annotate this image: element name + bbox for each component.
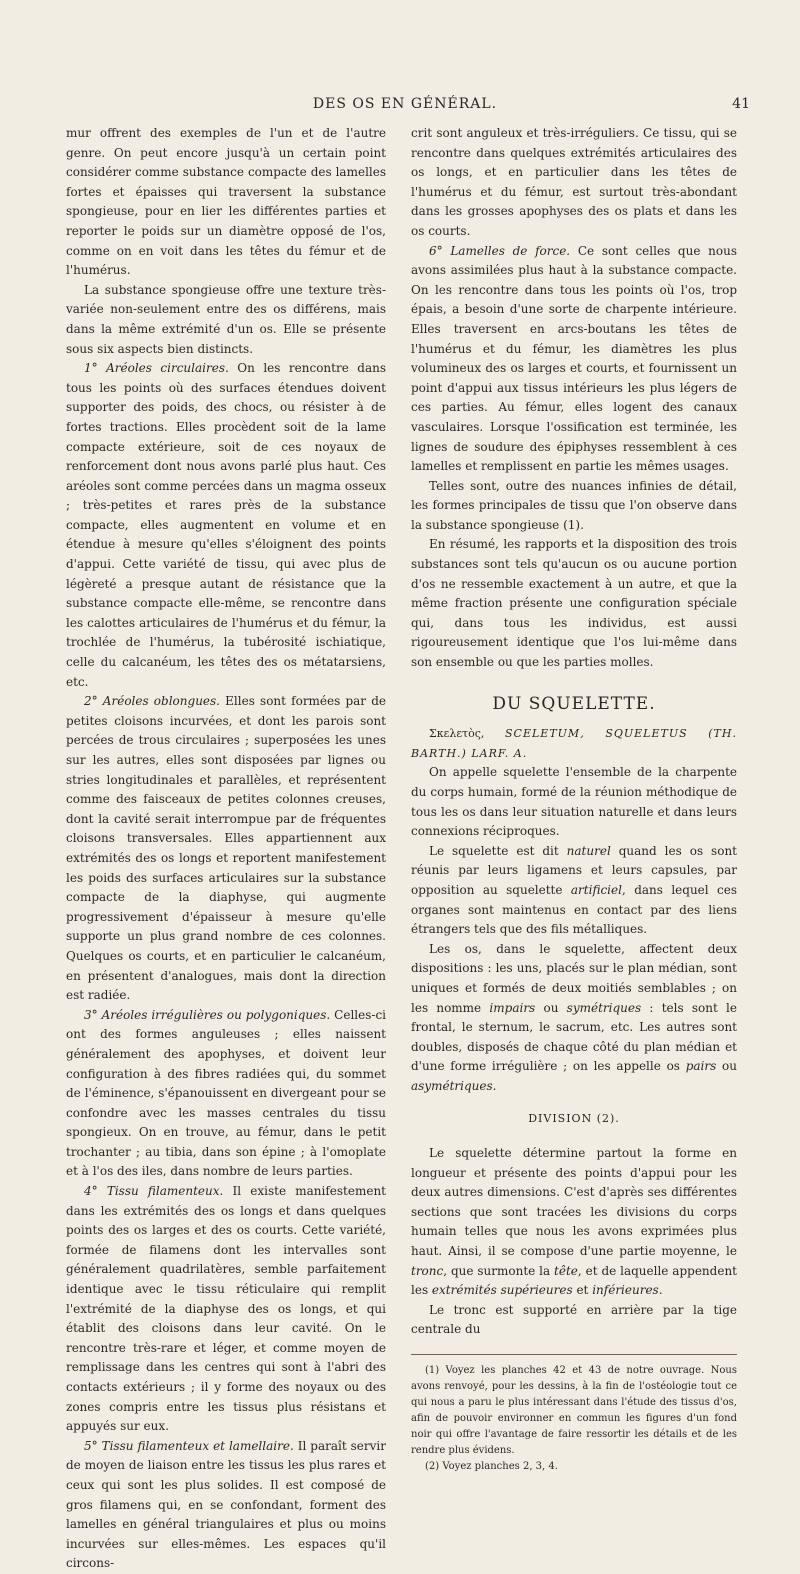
paragraph: La substance spongieuse offre une texture très-variée non-seulement entre des os différens, mais dans la même extrémité d'un os. Elle se présente sous six aspects bien distincts. [66,282,386,356]
text-run: , et de laquelle appendent les [411,1263,737,1298]
footnote-divider [411,1354,737,1355]
running-title: DES OS EN GÉNÉRAL. [312,96,498,112]
paragraph-text: Il existe manifestement dans les extrémités des os longs et dans quelques points des os larges et des os courts. Cette variété, formée de filamens dont les intervalles sont généralement quadrilatères, semble parfaitement identique avec le tissu réticulaire qui remplit l'extrémité de la diaphyse des os longs, et qui établit des cloisons dans leur cavité. On le rencontre très-rare et léger, et comme moyen de remplissage dans les centres qui sont à l'abri des contacts extérieurs ; il y forme des noyaux ou des zones compris entre les tissus plus résistans et appuyés sur eux. [66,1184,386,1434]
text-run: Le squelette détermine partout la forme en longueur et présente des points d'appui pour les deux autres dimensions. C'est d'après ses différentes sections que sont tracées les divisions du corps humain telles que nous les avons exprimées plus haut. Ainsi, il se compose d'une partie moyenne, le [411,1146,737,1259]
paragraph [411,1144,737,1301]
italic-term: tronc [411,1263,444,1278]
text-run: ou [716,1059,737,1074]
paragraph: Le tronc est supporté en arrière par la tige centrale du [411,1302,737,1337]
text-run: , que surmonte la [443,1263,555,1278]
text-run: et [572,1283,593,1298]
paragraph: Telles sont, outre des nuances infinies de détail, les formes principales de tissu que l'on observe dans la substance spongieuse (1). [411,478,737,532]
paragraph-lead: 5° Tissu filamenteux et lamellaire. [84,1438,294,1453]
paragraph [66,1437,386,1574]
text-run: : tels sont le frontal, le sternum, le sacrum, etc. Les autres sont doubles, disposés de chaque côté du plan médian et d'une forme irrégulière ; on les appelle os [411,1000,737,1074]
text-run: , dans lequel ces organes sont maintenus en contact par des liens étrangers tels que des fils métalliques. [411,882,738,937]
paragraph-text: Elles sont formées par de petites cloisons incurvées, et dont les parois sont percées de trous circulaires ; superposées les unes sur les autres, elles sont disposées par lignes ou stries longitudinales et parallèles, et représentent comme des faisceaux de petites colonnes creuses, dont la cavité serait interrompue par de fréquentes cloisons transversales. Elles appartiennent aux extrémités des os longs et reportent manifestement les poids des surfaces articulaires sur la substance compacte de la diaphyse, qui augmente progressivement d'épaisseur à mesure qu'elle supporte un plus grand nombre de ces colonnes. Quelques os courts, et en particulier le calcanéum, en présentent d'analogues, mais dont la direction est radiée. [66,694,386,1003]
italic-term: tête [554,1263,578,1278]
page-number: 41 [732,96,750,112]
italic-term: extrémités supérieures [431,1283,573,1298]
text-run: Le squelette est dit [429,843,567,858]
footnote: (2) Voyez planches 2, 3, 4. [425,1461,558,1473]
paragraph [66,692,386,1006]
italic-term: pairs [685,1059,717,1074]
paragraph [66,359,386,692]
paragraph-text: On les rencontre dans tous les points où des surfaces étendues doivent supporter des poids, des chocs, ou résister à de fortes tractions. Elles procèdent soit de la lame compacte extérieure, soit de ces noyaux de renforcement dont nous avons parlé plus haut. Ces aréoles sont comme percées dans un magma osseux ; très-petites et rares près de la substance compacte, elles augmentent en volume et en étendue à mesure qu'elles s'éloignent des points d'appui. Cette variété de tissu, qui avec plus de légèreté a presque autant de résistance que la substance compacte elle-même, se rencontre dans les calottes articulaires de l'humérus et du fémur, la trochlée de l'humérus, la tubérosité ischiatique, celle du calcanéum, les têtes des os métatarsiens, etc. [66,361,387,689]
left-column [66,124,386,1574]
right-column [411,124,737,1475]
paragraph [66,1182,386,1437]
paragraph-text: Celles-ci ont des formes anguleuses ; elles naissent généralement des apophyses, et doivent leur configuration à des fibres radiées qui, du sommet de l'éminence, s'épanouissent en divergeant pour se confondre avec les masses centrales du tissu spongieux. On en trouve, au fémur, dans le petit trochanter ; au tibia, dans son épine ; à l'omoplate et à l'os des iles, dans nombre de leurs parties. [66,1007,386,1179]
text-run: ou [535,1000,567,1015]
text-run: . [658,1283,663,1298]
paragraph-lead: 3° Aréoles irrégulières ou polygoniques. [84,1007,331,1022]
paragraph: On appelle squelette l'ensemble de la charpente du corps humain, formé de la réunion méthodique de tous les os dans leur situation naturelle et dans leurs connexions réciproques. [411,765,737,839]
paragraph-text: Il paraît servir de moyen de liaison entre les tissus les plus rares et ceux qui sont les plus solides. Il est composé de gros filamens qui, en se confondant, forment des lamelles en général triangulaires et plus ou moins incurvées sur elles-mêmes. Les espaces qu'il circons- [66,1438,386,1571]
paragraph-lead: 6° Lamelles de force. [429,243,571,258]
italic-term: inférieures [592,1283,659,1298]
italic-term: artificiel [570,882,622,897]
footnote: (1) Voyez les planches 42 et 43 de notre ouvrage. Nous avons renvoyé, pour les dessins, à la fin de l'ostéologie tout ce qui nous a paru le plus intéressant dans l'étude des tissus d'os, afin de pouvoir environner en commun les figures d'un fond noir qui offre l'avantage de faire ressortir les détails et de les rendre plus évidens. [411,1365,737,1457]
footnotes [411,1363,737,1475]
section-title: DU SQUELETTE. [492,693,656,714]
text-run: quand les os sont réunis par leurs ligamens et leurs capsules, par opposition au squelette [411,843,737,897]
paragraph-lead: 2° Aréoles oblongues. [84,694,220,709]
paragraph [411,842,737,940]
text-run: . [492,1078,497,1093]
paragraph-text: Ce sont celles que nous avons assimilées plus haut à la substance compacte. On les rencontre dans tous les points où l'os, trop épais, a besoin d'une sorte de charpente intérieure. Elles traversent en arcs-boutans les têtes de l'humérus et du fémur, les diamètres les plus volumineux des os larges et courts, et fournissent un point d'appui aux tissus intérieurs les plus légers de ces parties. Au fémur, elles logent des canaux vasculaires. Lorsque l'ossification est terminée, les lignes de soudure des épiphyses ressemblent à ces lamelles et remplissent en partie les mêmes usages. [411,243,737,474]
greek-term: Σκελετὸς, [429,727,485,741]
page-header [60,96,750,118]
latin-terms: SCELETUM, SQUELETUS (TH. BARTH.) LARF. A. [411,727,737,760]
subsection-title: DIVISION (2). [528,1111,620,1125]
italic-term: symétriques [566,1000,642,1015]
paragraph [411,940,737,1097]
synonyms-line [411,724,737,763]
italic-term: impairs [489,1000,536,1015]
italic-term: naturel [566,843,611,858]
paragraph [66,1006,386,1182]
paragraph-lead: 1° Aréoles circulaires. [84,361,229,376]
text-run: Les os, dans le squelette, affectent deux dispositions : les uns, placés sur le plan médian, sont uniques et formés de deux moitiés semblables ; on les nomme [411,941,737,1015]
paragraph [411,242,737,477]
paragraph: En résumé, les rapports et la disposition des trois substances sont tels qu'aucun os ou aucune portion d'os ne ressemble exactement à un autre, et que la même fraction présente une configuration spéciale qui, dans tous les individus, est aussi rigoureusement identique que l'os lui-même dans son ensemble ou que les parties molles. [411,537,737,670]
paragraph: mur offrent des exemples de l'un et de l'autre genre. On peut encore jusqu'à un certain point considérer comme substance compacte des lamelles fortes et épaisses qui traversent la substance spongieuse, pour en lier les différentes parties et reporter le poids sur un diamètre opposé de l'os, comme on en voit dans les têtes du fémur et de l'humérus. [66,126,386,278]
italic-term: asymétriques [411,1078,493,1093]
paragraph-lead: 4° Tissu filamenteux. [84,1184,224,1199]
paragraph: crit sont anguleux et très-irréguliers. Ce tissu, qui se rencontre dans quelques extrémités articulaires des os longs, et en particulier dans les têtes de l'humérus et du fémur, est surtout très-abondant dans les grosses apophyses des os plats et dans les os courts. [411,126,737,238]
